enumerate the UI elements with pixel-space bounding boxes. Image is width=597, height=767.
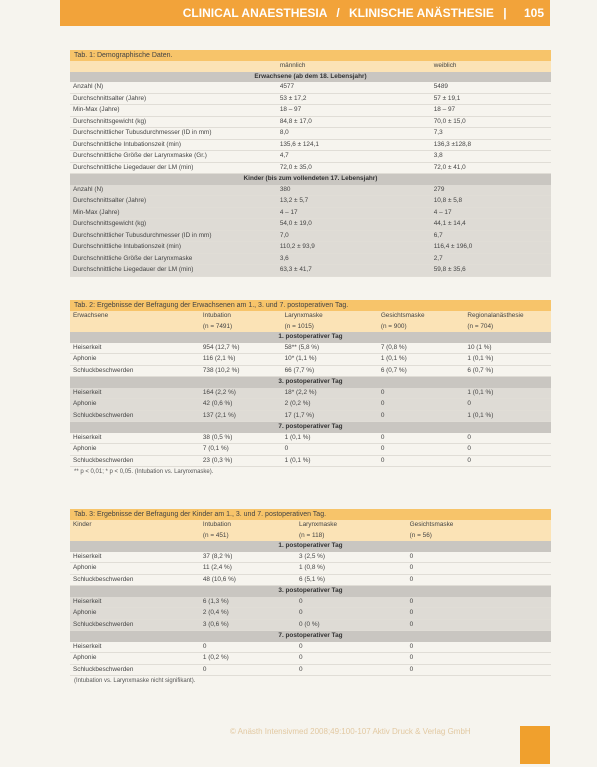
table-cell: 0 — [296, 653, 407, 665]
table-cell: 8,0 — [277, 128, 431, 140]
table-row — [70, 162, 551, 174]
table-cell: 37 (8,2 %) — [200, 552, 296, 563]
table-row — [70, 354, 551, 366]
table-row-label: Erwachsene — [70, 311, 200, 322]
page-separator: | — [503, 6, 507, 20]
table-cell: 4 – 17 — [277, 207, 431, 219]
table-row-label: Heiserkeit — [70, 552, 200, 563]
table-row-label: Kinder — [70, 520, 200, 531]
table-cell: 7 (0,8 %) — [378, 343, 465, 354]
table-row — [70, 242, 551, 254]
table-section-label: 1. postoperativer Tag — [70, 332, 551, 343]
table-cell: 3,8 — [431, 151, 551, 163]
table-cell: 0 — [464, 444, 551, 456]
table-cell: 0 — [464, 433, 551, 444]
table-row — [70, 664, 551, 676]
table-cell: Gesichtsmaske — [407, 520, 551, 531]
table-header-row — [70, 61, 551, 72]
table-cell: 1 (0,2 %) — [200, 653, 296, 665]
running-header-text — [183, 6, 544, 20]
table-row — [70, 93, 551, 105]
table-row-label: Schluckbeschwerden — [70, 619, 200, 631]
table-cell: Gesichtsmaske — [378, 311, 465, 322]
table-row-label: Durchschnittliche Liegedauer der LM (min) — [70, 265, 277, 277]
table-cell: 0 — [407, 664, 551, 676]
table-cell: 380 — [277, 185, 431, 196]
table-header-cell — [70, 61, 277, 72]
table-row-label: Anzahl (N) — [70, 82, 277, 93]
table-row — [70, 105, 551, 117]
table-cell: 1 (0,1 %) — [464, 410, 551, 422]
table-row — [70, 196, 551, 208]
table-cell: 7 (0,1 %) — [200, 444, 282, 456]
table-row-label: Min-Max (Jahre) — [70, 105, 277, 117]
page-number: 105 — [523, 6, 544, 20]
table-cell: 0 — [378, 444, 465, 456]
table-section-row — [70, 631, 551, 642]
table-cell: 0 — [200, 642, 296, 653]
footer-accent-block — [520, 726, 550, 764]
table-row-label: Aphonie — [70, 608, 200, 620]
table-row-label — [70, 322, 200, 333]
table-row — [70, 455, 551, 467]
table-cell: 116,4 ± 196,0 — [431, 242, 551, 254]
table-cell: 1 (0,1 %) — [378, 354, 465, 366]
table-cell: 10,8 ± 5,8 — [431, 196, 551, 208]
page-footer: © Anästh Intensivmed 2008;49:100-107 Aktiv Druck & Verlag GmbH — [230, 727, 471, 736]
table-row-label: Schluckbeschwerden — [70, 664, 200, 676]
table-section-label: 7. postoperativer Tag — [70, 631, 551, 642]
table-row-label: Durchschnittliche Liegedauer der LM (min) — [70, 162, 277, 174]
table-row-label: Durchschnittlicher Tubusdurchmesser (ID in mm) — [70, 128, 277, 140]
table-cell: 0 — [407, 597, 551, 608]
table-row — [70, 365, 551, 377]
table-row — [70, 116, 551, 128]
table-section-label: 7. postoperativer Tag — [70, 422, 551, 433]
table-cell: 10* (1,1 %) — [282, 354, 378, 366]
table-cell: 0 — [296, 664, 407, 676]
table-row-label: Schluckbeschwerden — [70, 410, 200, 422]
table-row — [70, 219, 551, 231]
table-cell: 44,1 ± 14,4 — [431, 219, 551, 231]
table-row-label: Durchschnittsalter (Jahre) — [70, 93, 277, 105]
table-cell: 53 ± 17,2 — [277, 93, 431, 105]
table-row — [70, 343, 551, 354]
table-cell: Larynxmaske — [282, 311, 378, 322]
table-section-row — [70, 586, 551, 597]
table-cell: 0 — [407, 608, 551, 620]
table-cell: 0 — [407, 653, 551, 665]
table-cell: 0 — [464, 399, 551, 411]
table-row — [70, 433, 551, 444]
table-row-label: Heiserkeit — [70, 343, 200, 354]
table-footnote: (Intubation vs. Larynxmaske nicht signifikant). — [74, 678, 196, 684]
table-row-label: Durchschnittsalter (Jahre) — [70, 196, 277, 208]
table-row — [70, 653, 551, 665]
table-cell: 279 — [431, 185, 551, 196]
table-header-cell: weiblich — [431, 61, 551, 72]
table-cell: 1 (0,1 %) — [464, 388, 551, 399]
table-cell: 6,7 — [431, 230, 551, 242]
table-cell: 54,0 ± 19,0 — [277, 219, 431, 231]
table-row-label: Heiserkeit — [70, 388, 200, 399]
table-section-row — [70, 377, 551, 388]
table-cell: 164 (2,2 %) — [200, 388, 282, 399]
table-cell: 57 ± 19,1 — [431, 93, 551, 105]
table-cell: (n = 7491) — [200, 322, 282, 333]
table-header-row — [70, 531, 551, 542]
table-cell: (n = 451) — [200, 531, 296, 542]
table-cell: 7,0 — [277, 230, 431, 242]
table-cell: 59,8 ± 35,6 — [431, 265, 551, 277]
table-section-row — [70, 422, 551, 433]
table-section-label: 3. postoperativer Tag — [70, 586, 551, 597]
table-row — [70, 574, 551, 586]
table-cell: 66 (7,7 %) — [282, 365, 378, 377]
table-cell: 6 (5,1 %) — [296, 574, 407, 586]
table-cell: 1 (0,1 %) — [282, 455, 378, 467]
table-row — [70, 597, 551, 608]
table-cell: 954 (12,7 %) — [200, 343, 282, 354]
table-row — [70, 444, 551, 456]
table-row-label: Aphonie — [70, 354, 200, 366]
table-cell: (n = 900) — [378, 322, 465, 333]
table-section-row — [70, 72, 551, 83]
table-row-label: Heiserkeit — [70, 597, 200, 608]
table-row-label: Aphonie — [70, 399, 200, 411]
table-section-row — [70, 541, 551, 552]
table-row — [70, 265, 551, 277]
table-cell: Larynxmaske — [296, 520, 407, 531]
table-cell: 0 — [296, 642, 407, 653]
table-row-label: Durchschnittliche Größe der Larynxmaske — [70, 253, 277, 265]
table-row — [70, 82, 551, 93]
table-header-row — [70, 520, 551, 531]
table-cell: 0 — [378, 433, 465, 444]
table-row-label: Min-Max (Jahre) — [70, 207, 277, 219]
table-cell: 0 — [296, 597, 407, 608]
table-cell: 72,0 ± 35,0 — [277, 162, 431, 174]
table-cell: 2 (0,2 %) — [282, 399, 378, 411]
table-cell: 0 — [378, 388, 465, 399]
journal-title-en: CLINICAL ANAESTHESIA — [182, 6, 327, 20]
table-cell: 0 — [282, 444, 378, 456]
table-row — [70, 185, 551, 196]
table-caption: Tab. 3: Ergebnisse der Befragung der Kinder am 1., 3. und 7. postoperativen Tag. — [70, 509, 551, 520]
table-section-row — [70, 332, 551, 343]
table-cell: 11 (2,4 %) — [200, 563, 296, 575]
table-section-label: 3. postoperativer Tag — [70, 377, 551, 388]
table-cell: (n = 1015) — [282, 322, 378, 333]
table-cell: 0 (0 %) — [296, 619, 407, 631]
table-header-cell: männlich — [277, 61, 431, 72]
table-cell: 6 (0,7 %) — [378, 365, 465, 377]
table-row — [70, 253, 551, 265]
table-cell: 5489 — [431, 82, 551, 93]
table-cell: 0 — [378, 399, 465, 411]
table-cell: 63,3 ± 41,7 — [277, 265, 431, 277]
table-cell: 6 (1,3 %) — [200, 597, 296, 608]
table-row-label: Anzahl (N) — [70, 185, 277, 196]
table-cell: 0 — [200, 664, 296, 676]
table-cell: 4 – 17 — [431, 207, 551, 219]
table-header-row — [70, 311, 551, 322]
table-cell: 4,7 — [277, 151, 431, 163]
table-row — [70, 151, 551, 163]
table-row-label: Durchschnittliche Intubationszeit (min) — [70, 242, 277, 254]
table-cell: 3,6 — [277, 253, 431, 265]
table-cell: 42 (0,6 %) — [200, 399, 282, 411]
table-row-label: Aphonie — [70, 563, 200, 575]
table-cell: 23 (0,3 %) — [200, 455, 282, 467]
table-cell: 0 — [407, 563, 551, 575]
table-cell: 7,3 — [431, 128, 551, 140]
table-cell: 3 (0,6 %) — [200, 619, 296, 631]
table-cell: 3 (2,5 %) — [296, 552, 407, 563]
table-cell: 18* (2,2 %) — [282, 388, 378, 399]
table-cell: 0 — [407, 552, 551, 563]
table-row-label: Durchschnittliche Intubationszeit (min) — [70, 139, 277, 151]
table-cell: Regionalanästhesie — [464, 311, 551, 322]
table-adult-results — [70, 300, 551, 477]
table-row-label: Durchschnittsgewicht (kg) — [70, 116, 277, 128]
table-section-row — [70, 174, 551, 185]
table-row-label — [70, 531, 200, 542]
table-row-label: Schluckbeschwerden — [70, 455, 200, 467]
table-row-label: Aphonie — [70, 653, 200, 665]
table-row — [70, 619, 551, 631]
table-cell: 70,0 ± 15,0 — [431, 116, 551, 128]
table-row — [70, 608, 551, 620]
table-cell: 0 — [407, 642, 551, 653]
table-cell: 10 (1 %) — [464, 343, 551, 354]
table-row — [70, 139, 551, 151]
table-cell: 116 (2,1 %) — [200, 354, 282, 366]
table-row — [70, 399, 551, 411]
table-cell: 17 (1,7 %) — [282, 410, 378, 422]
journal-title-de: KLINISCHE ANÄSTHESIE — [349, 6, 494, 20]
table-cell: 1 (0,1 %) — [464, 354, 551, 366]
table-cell: Intubation — [200, 520, 296, 531]
table-caption: Tab. 2: Ergebnisse der Befragung der Erwachsenen am 1., 3. und 7. postoperativen Tag. — [70, 300, 551, 311]
table-section-label: 1. postoperativer Tag — [70, 541, 551, 552]
table-row-label: Durchschnittliche Größe der Larynxmaske (Gr.) — [70, 151, 277, 163]
table-row-label: Heiserkeit — [70, 642, 200, 653]
table-cell: 0 — [407, 574, 551, 586]
table-cell: 2 (0,4 %) — [200, 608, 296, 620]
table-row — [70, 207, 551, 219]
journal-title-separator: / — [336, 6, 340, 20]
table-cell: 13,2 ± 5,7 — [277, 196, 431, 208]
table-row-label: Durchschnittsgewicht (kg) — [70, 219, 277, 231]
table-cell: 110,2 ± 93,9 — [277, 242, 431, 254]
table-cell: 58** (5,8 %) — [282, 343, 378, 354]
table-row-label: Schluckbeschwerden — [70, 574, 200, 586]
header-tab — [550, 0, 597, 26]
table-cell: (n = 704) — [464, 322, 551, 333]
table-section-label: Kinder (bis zum vollendeten 17. Lebensjahr) — [70, 174, 551, 185]
table-row-label: Heiserkeit — [70, 433, 200, 444]
table-cell: 0 — [378, 455, 465, 467]
table-cell: 0 — [464, 455, 551, 467]
table-row-label: Schluckbeschwerden — [70, 365, 200, 377]
table-row — [70, 388, 551, 399]
table-cell: 0 — [296, 608, 407, 620]
table-cell: 738 (10,2 %) — [200, 365, 282, 377]
table-cell: 135,6 ± 124,1 — [277, 139, 431, 151]
table-footnote: ** p < 0,01; * p < 0,05. (Intubation vs. Larynxmaske). — [74, 469, 214, 475]
table-cell: 2,7 — [431, 253, 551, 265]
table-cell: 4577 — [277, 82, 431, 93]
table-section-label: Erwachsene (ab dem 18. Lebensjahr) — [70, 72, 551, 83]
running-header — [60, 0, 550, 26]
table-cell: 6 (0,7 %) — [464, 365, 551, 377]
table-row-label: Aphonie — [70, 444, 200, 456]
table-cell: 48 (10,6 %) — [200, 574, 296, 586]
table-cell: 1 (0,8 %) — [296, 563, 407, 575]
table-row-label: Durchschnittlicher Tubusdurchmesser (ID in mm) — [70, 230, 277, 242]
table-caption: Tab. 1: Demographische Daten. — [70, 50, 551, 61]
table-row — [70, 230, 551, 242]
table-cell: 1 (0,1 %) — [282, 433, 378, 444]
table-cell: 72,0 ± 41,0 — [431, 162, 551, 174]
table-cell: 18 – 97 — [277, 105, 431, 117]
table-row — [70, 410, 551, 422]
table-cell: 0 — [407, 619, 551, 631]
table-cell: 18 – 97 — [431, 105, 551, 117]
table-cell: 0 — [378, 410, 465, 422]
table-demographics — [70, 50, 551, 277]
table-cell: (n = 118) — [296, 531, 407, 542]
table-row — [70, 563, 551, 575]
table-row — [70, 642, 551, 653]
table-row — [70, 552, 551, 563]
table-cell: 136,3 ±128,8 — [431, 139, 551, 151]
table-cell: 38 (0,5 %) — [200, 433, 282, 444]
table-cell: 137 (2,1 %) — [200, 410, 282, 422]
table-header-row — [70, 322, 551, 333]
table-children-results — [70, 509, 551, 686]
table-row — [70, 128, 551, 140]
table-cell: Intubation — [200, 311, 282, 322]
table-cell: 84,8 ± 17,0 — [277, 116, 431, 128]
table-cell: (n = 56) — [407, 531, 551, 542]
